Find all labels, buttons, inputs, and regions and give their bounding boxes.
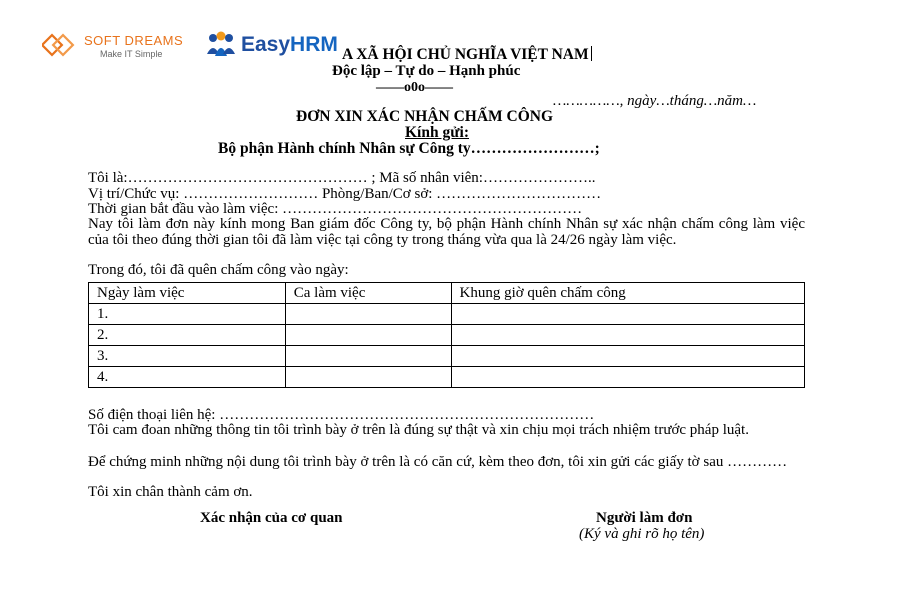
softdreams-mark-icon xyxy=(42,30,78,62)
start-date-line: Thời gian bắt đầu vào làm việc: …………………………………………………… xyxy=(88,201,583,217)
text-cursor xyxy=(591,46,592,61)
motto: Độc lập – Tự do – Hạnh phúc xyxy=(332,63,521,79)
salutation: Kính gửi: xyxy=(405,124,469,141)
document-title: ĐƠN XIN XÁC NHẬN CHẤM CÔNG xyxy=(296,108,554,125)
column-header: Ngày làm việc xyxy=(89,283,286,304)
request-paragraph: Nay tôi làm đơn này kính mong Ban giám đốc Công ty, bộ phận Hành chính Nhân sự xác nhận chấm công làm việc của tôi theo đúng thời gian tôi đã làm việc tại công ty trong tháng vừa qua là 24/26 ngày làm việc. xyxy=(88,216,805,248)
easyhrm-prefix: Easy xyxy=(241,33,291,56)
people-icon xyxy=(205,30,237,60)
softdreams-name: SOFT DREAMS xyxy=(84,33,184,48)
phone-line: Số điện thoại liên hệ: ………………………………………………………………… xyxy=(88,407,595,423)
softdreams-logo xyxy=(42,30,183,62)
thanks-line: Tôi xin chân thành cảm ơn. xyxy=(88,484,253,500)
table-cell xyxy=(451,304,805,325)
table-cell: 3. xyxy=(89,346,286,367)
table-cell xyxy=(285,367,451,388)
table-row xyxy=(89,367,805,388)
table-cell xyxy=(451,346,805,367)
recipient: Bộ phận Hành chính Nhân sự Công ty……………………; xyxy=(218,140,600,157)
easyhrm-logo xyxy=(205,30,338,60)
date-place-line: ……………, ngày…tháng…năm… xyxy=(553,93,757,109)
nation-heading: A XÃ HỘI CHỦ NGHĨA VIỆT NAM xyxy=(342,46,592,64)
table-cell xyxy=(451,367,805,388)
table-cell xyxy=(451,325,805,346)
column-header: Ca làm việc xyxy=(285,283,451,304)
forgot-checkin-table xyxy=(88,282,805,388)
name-employee-id-line: Tôi là:………………………………………… ; Mã số nhân viên:………………….. xyxy=(88,170,596,186)
applicant-label: Người làm đơn xyxy=(596,510,693,526)
signature-note: (Ký và ghi rõ họ tên) xyxy=(579,526,705,542)
table-cell: 1. xyxy=(89,304,286,325)
position-department-line: Vị trí/Chức vụ: ……………………… Phòng/Ban/Cơ sở: …………………………… xyxy=(88,186,602,202)
softdreams-tagline: Make IT Simple xyxy=(100,49,163,59)
table-cell: 2. xyxy=(89,325,286,346)
easyhrm-suffix: HRM xyxy=(290,33,338,56)
evidence-paragraph: Để chứng minh những nội dung tôi trình bày ở trên là có căn cứ, kèm theo đơn, tôi xin gửi các giấy tờ sau ………… xyxy=(88,454,788,470)
table-cell xyxy=(285,325,451,346)
table-cell xyxy=(285,304,451,325)
table-cell: 4. xyxy=(89,367,286,388)
table-row xyxy=(89,346,805,367)
agency-confirmation-label: Xác nhận của cơ quan xyxy=(200,510,343,526)
table-cell xyxy=(285,346,451,367)
column-header: Khung giờ quên chấm công xyxy=(451,283,805,304)
ornament: ——o0o—— xyxy=(376,80,453,95)
forgot-intro: Trong đó, tôi đã quên chấm công vào ngày: xyxy=(88,262,349,278)
table-row xyxy=(89,304,805,325)
table-header-row xyxy=(89,283,805,304)
table-row xyxy=(89,325,805,346)
commitment-paragraph: Tôi cam đoan những thông tin tôi trình bày ở trên là đúng sự thật và xin chịu mọi trách nhiệm trước pháp luật. xyxy=(88,422,749,438)
